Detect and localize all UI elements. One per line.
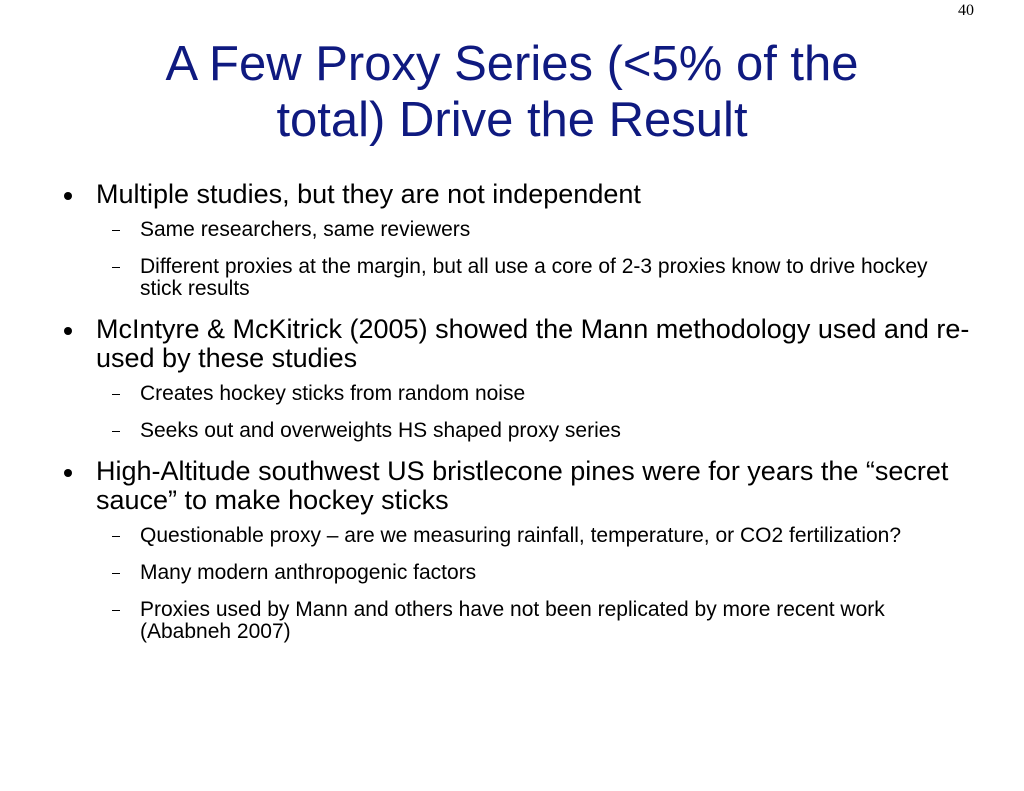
sub-text: Questionable proxy – are we measuring rainfall, temperature, or CO2 fertilization? [140, 524, 902, 547]
bullet-text: McIntyre & McKitrick (2005) showed the Mann methodology used and re-used by these studies [96, 314, 970, 373]
sub-text: Seeks out and overweights HS shaped proxy series [140, 419, 621, 442]
bullet-list [60, 180, 970, 658]
dash-icon [112, 573, 120, 574]
dash-icon [112, 230, 120, 231]
title-line-2: total) Drive the Result [276, 93, 748, 147]
sub-list [60, 383, 970, 442]
sub-text: Many modern anthropogenic factors [140, 561, 477, 584]
bullet-group [60, 457, 970, 643]
dash-icon [112, 431, 120, 432]
dash-icon [112, 610, 120, 611]
dash-icon [112, 267, 120, 268]
sub-text: Same researchers, same reviewers [140, 218, 471, 241]
bullet-item [60, 315, 970, 373]
bullet-dot-icon [64, 327, 72, 335]
bullet-text: High-Altitude southwest US bristlecone pines were for years the “secret sauce” to make hockey sticks [96, 456, 949, 515]
bullet-text: Multiple studies, but they are not independent [96, 179, 641, 209]
bullet-item [60, 457, 970, 515]
sub-item [60, 599, 970, 643]
sub-item [60, 219, 970, 241]
bullet-group [60, 315, 970, 442]
bullet-group [60, 180, 970, 300]
sub-item [60, 562, 970, 584]
dash-icon [112, 394, 120, 395]
slide-title [60, 36, 964, 148]
sub-list [60, 219, 970, 300]
sub-item [60, 256, 970, 300]
sub-item [60, 525, 970, 547]
sub-text: Creates hockey sticks from random noise [140, 382, 526, 405]
page-number: 40 [958, 2, 974, 19]
sub-text: Different proxies at the margin, but all use a core of 2-3 proxies know to drive hockey stick results [140, 255, 928, 300]
bullet-dot-icon [64, 469, 72, 477]
title-line-1: A Few Proxy Series (<5% of the [165, 37, 859, 91]
dash-icon [112, 536, 120, 537]
sub-item [60, 420, 970, 442]
sub-text: Proxies used by Mann and others have not been replicated by more recent work (Ababneh 2007) [140, 598, 885, 643]
sub-item [60, 383, 970, 405]
bullet-dot-icon [64, 192, 72, 200]
bullet-item [60, 180, 970, 209]
sub-list [60, 525, 970, 643]
